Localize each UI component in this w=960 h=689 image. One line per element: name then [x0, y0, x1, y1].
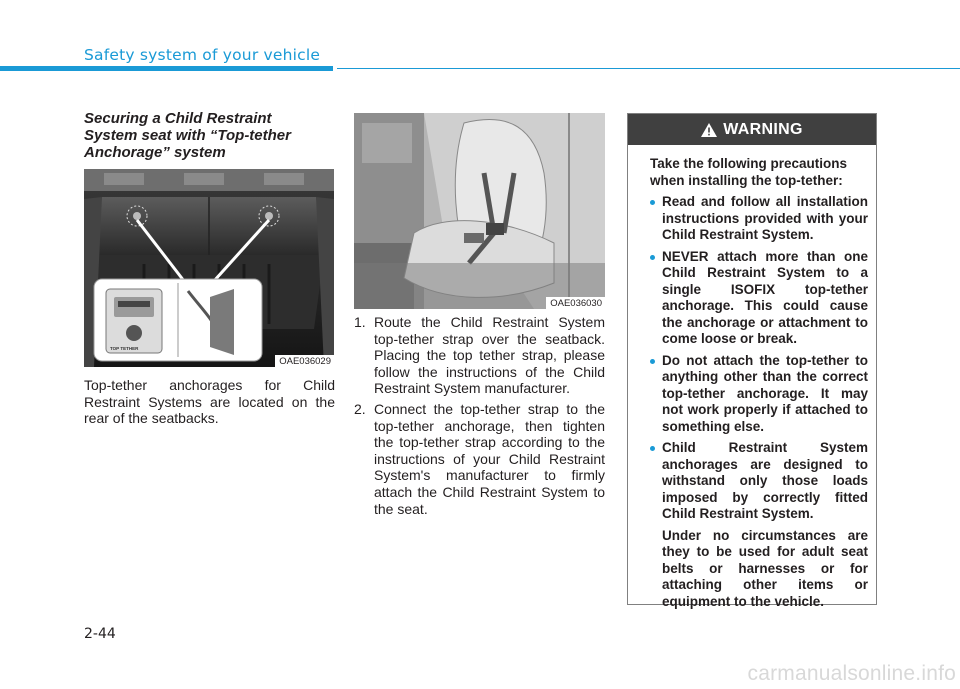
warning-body — [628, 145, 876, 610]
instruction-steps — [354, 314, 605, 521]
bullet-icon — [650, 359, 655, 364]
child-seat-illustration — [354, 113, 605, 309]
warning-list — [650, 194, 868, 523]
warning-item-text: NEVER attach more than one Child Restraint System to a single ISOFIX top-tether anchorage. This could cause the anchorage or attachment to come loose or break. — [662, 248, 868, 346]
warning-intro: Take the following precautions when installing the top-tether: — [650, 156, 848, 188]
bullet-icon — [650, 255, 655, 260]
warning-item-text: Do not attach the top-tether to anything other than the correct top-tether anchorage. It may not work properly if attached to something else. — [662, 352, 868, 434]
top-tether-label: TOP TETHER — [110, 346, 139, 351]
step-text: Route the Child Restraint System top-tether strap over the seatback. Placing the top tether strap, please follow the instructions of the Child Restraint System manufacturer. — [374, 314, 605, 397]
warning-item-text: Read and follow all installation instructions provided with your Child Restraint System. — [662, 194, 868, 242]
warning-box — [627, 113, 877, 609]
step-text: Connect the top-tether strap to the top-tether anchorage, then tighten the top-tether strap according to the instructions of your Child Restraint System's manufacturer to firmly attach the Child Restraint System to the seat. — [374, 400, 605, 517]
header-rule-thick — [0, 66, 333, 71]
warning-item — [650, 249, 868, 348]
step-item — [354, 314, 605, 397]
header-rule-thin — [337, 68, 960, 69]
warning-item — [650, 353, 868, 436]
figure-code: OAE036029 — [275, 355, 334, 367]
step-item — [354, 401, 605, 517]
bullet-icon — [650, 200, 655, 205]
section-title: Safety system of your vehicle — [84, 46, 321, 64]
watermark: carmanualsonline.info — [747, 662, 956, 685]
figure-trunk-anchorages — [84, 169, 334, 367]
warning-item — [650, 194, 868, 244]
step-number: 2. — [354, 400, 366, 417]
anchorage-paragraph: Top-tether anchorages for Child Restraint Systems are located on the rear of the seatbacks. — [84, 377, 335, 427]
warning-triangle-icon — [701, 123, 717, 137]
warning-item — [650, 440, 868, 523]
section-heading: Securing a Child Restraint System seat with “Top-tether Anchorage” system — [84, 110, 291, 161]
figure-child-seat — [354, 113, 605, 309]
warning-title: WARNING — [723, 120, 803, 138]
warning-item-text: Child Restraint System anchorages are designed to withstand only those loads imposed by correctly fitted Child Restraint System. — [662, 440, 868, 521]
figure-code: OAE036030 — [546, 297, 605, 309]
page-number: 2-44 — [84, 626, 116, 642]
step-number: 1. — [354, 314, 366, 330]
warning-extra: Under no circumstances are they to be used for adult seat belts or harnesses or for attaching other items or equipment to the vehicle. — [662, 527, 868, 609]
trunk-illustration — [84, 169, 334, 367]
warning-header — [628, 114, 876, 145]
bullet-icon — [650, 446, 655, 451]
